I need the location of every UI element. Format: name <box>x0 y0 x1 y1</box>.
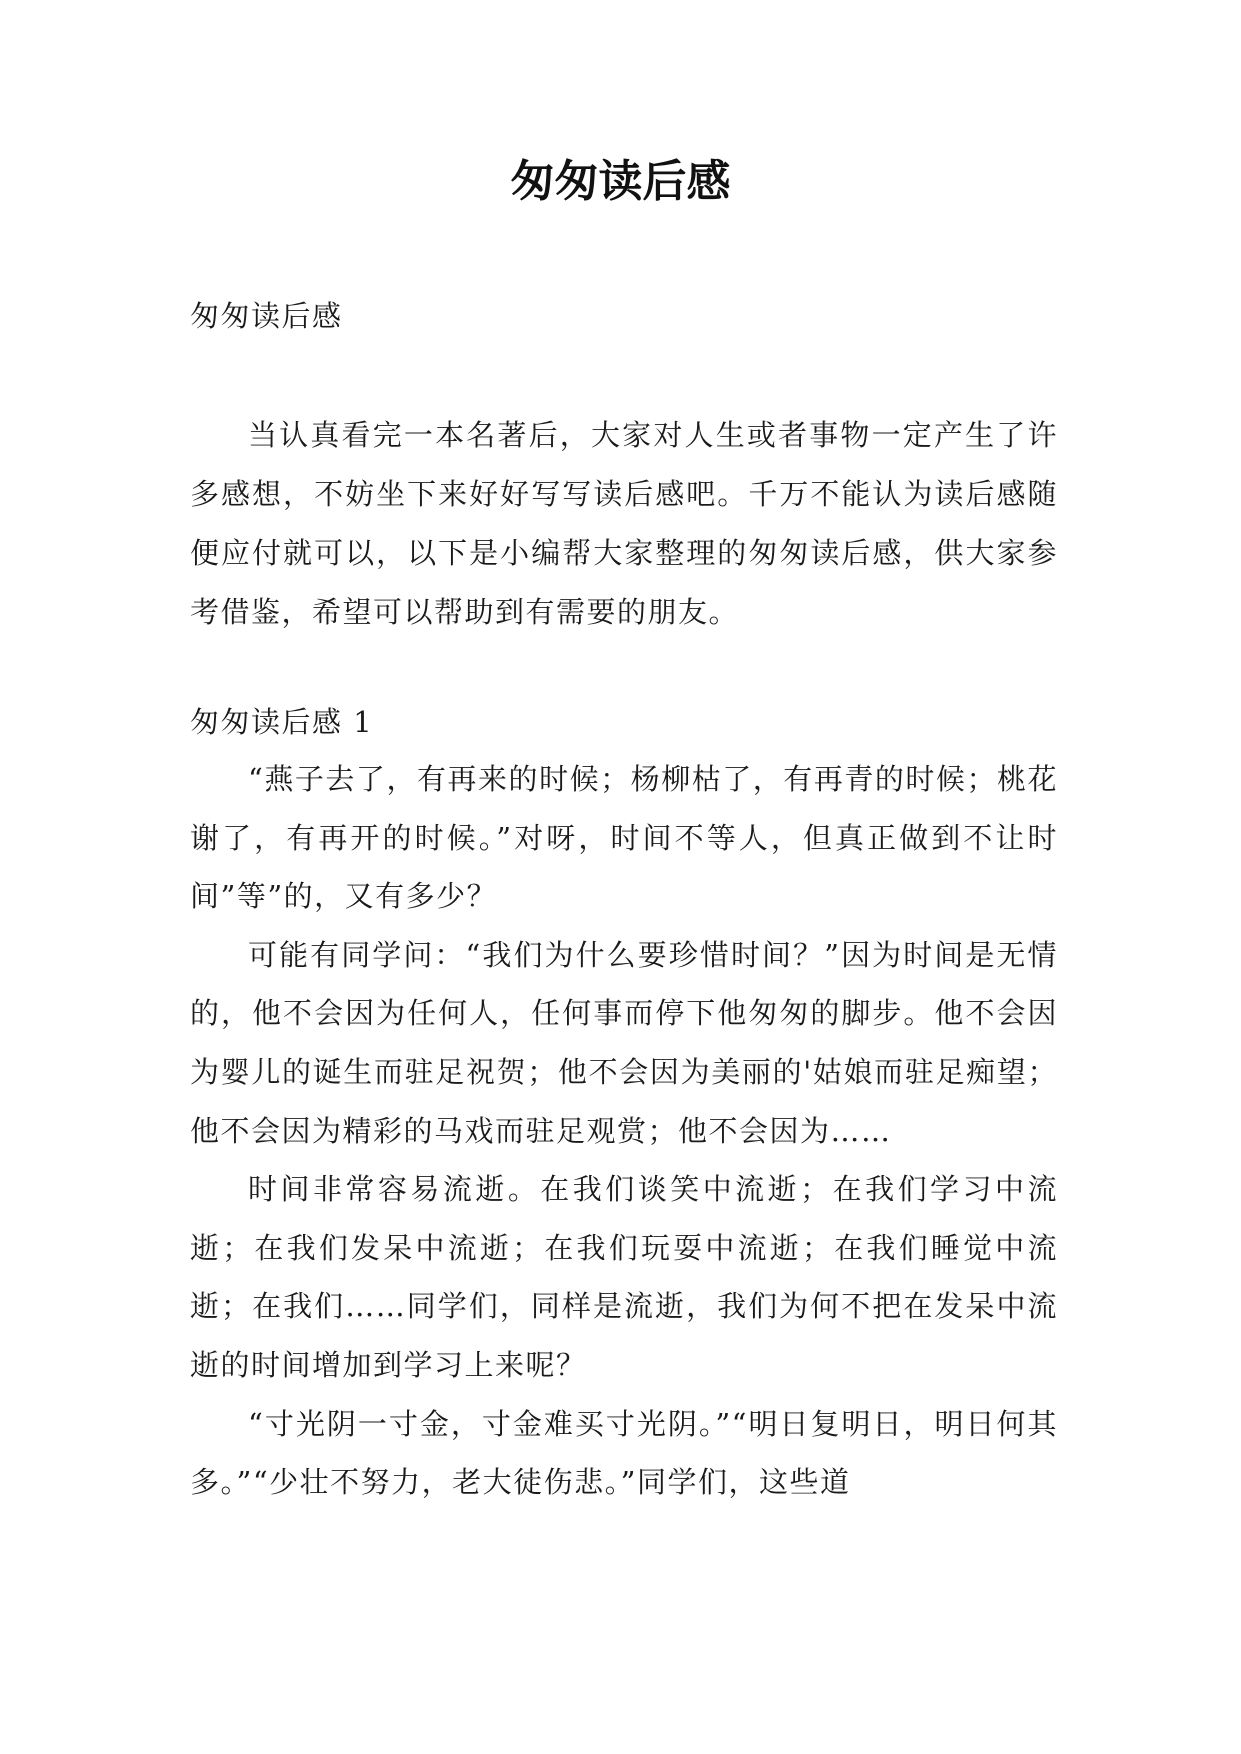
document-title: 匆匆读后感 <box>510 156 731 207</box>
section-body <box>190 750 1058 1512</box>
body-paragraph-1: “燕子去了，有再来的时候；杨柳枯了，有再青的时候；桃花谢了，有再开的时候。”对呀，时间不等人，但真正做到不让时间”等”的，又有多少？ <box>190 762 1058 914</box>
document-subtitle: 匆匆读后感 <box>190 299 343 333</box>
section-heading: 匆匆读后感 1 <box>190 705 374 739</box>
body-paragraph-4: “寸光阴一寸金，寸金难买寸光阴。”“明日复明日，明日何其多。”“少壮不努力，老大徒伤悲。”同学们，这些道 <box>190 1406 1058 1500</box>
body-paragraph-2: 可能有同学问：“我们为什么要珍惜时间？”因为时间是无情的，他不会因为任何人，任何事而停下他匆匆的脚步。他不会因为婴儿的诞生而驻足祝贺；他不会因为美丽的'姑娘而驻足痴望；他不会因为精彩的马戏而驻足观赏；他不会因为…… <box>190 937 1058 1148</box>
intro-paragraph: 当认真看完一本名著后，大家对人生或者事物一定产生了许多感想，不妨坐下来好好写写读后感吧。千万不能认为读后感随便应付就可以，以下是小编帮大家整理的匆匆读后感，供大家参考借鉴，希望可以帮助到有需要的朋友。 <box>190 418 1058 629</box>
body-paragraph-3: 时间非常容易流逝。在我们谈笑中流逝；在我们学习中流逝；在我们发呆中流逝；在我们玩耍中流逝；在我们睡觉中流逝；在我们……同学们，同样是流逝，我们为何不把在发呆中流逝的时间增加到学习上来呢？ <box>190 1172 1058 1382</box>
